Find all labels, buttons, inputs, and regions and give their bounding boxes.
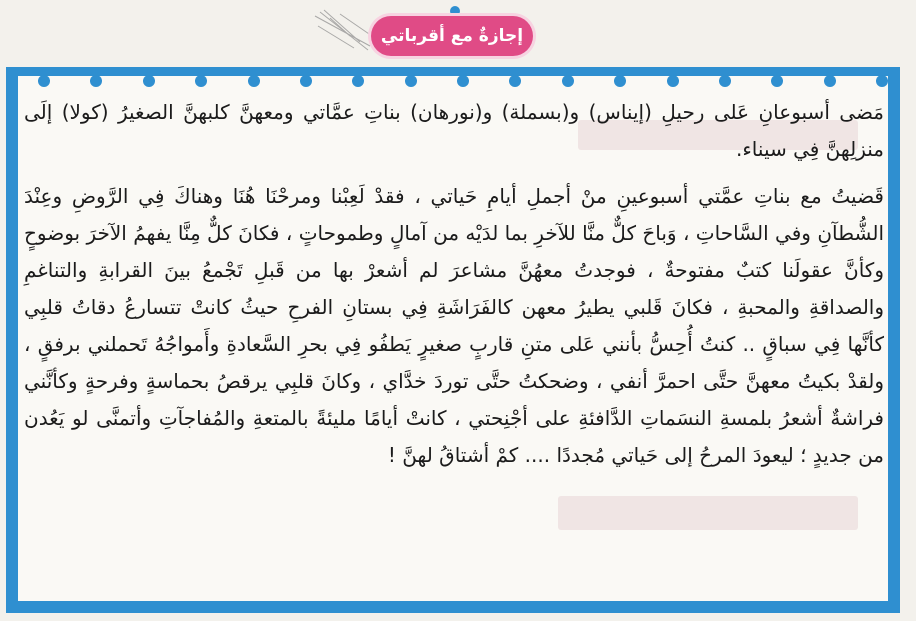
paragraph-intro: مَضى أسبوعانِ عَلى رحيلِ (إيناس) و(بسملة) و(نورهان) بناتِ عمَّاتي ومعهنَّ كلبهنَّ الصغيرُ (كولا) إلَى منزلِهنَّ فِي سيناء. xyxy=(24,100,884,161)
title-text: إجازةٌ مع أقرباتي xyxy=(380,26,524,46)
dot xyxy=(876,75,888,87)
story-body xyxy=(24,94,884,474)
title-dot xyxy=(450,6,460,16)
frame-right xyxy=(888,67,900,613)
dot xyxy=(352,75,364,87)
dot xyxy=(719,75,731,87)
frame-bottom xyxy=(6,601,898,613)
scribble-decoration xyxy=(310,6,380,54)
dot xyxy=(509,75,521,87)
dot xyxy=(405,75,417,87)
dot xyxy=(562,75,574,87)
dot xyxy=(195,75,207,87)
dot xyxy=(667,75,679,87)
dot xyxy=(614,75,626,87)
background-smudge xyxy=(558,496,858,530)
dot xyxy=(824,75,836,87)
dot xyxy=(90,75,102,87)
dot-row xyxy=(38,74,888,88)
title-badge xyxy=(371,16,533,56)
frame-left xyxy=(6,67,18,613)
dot xyxy=(771,75,783,87)
dot xyxy=(457,75,469,87)
dot xyxy=(300,75,312,87)
dot xyxy=(248,75,260,87)
dot xyxy=(143,75,155,87)
dot xyxy=(38,75,50,87)
paragraph-main: قَضيتُ مع بناتِ عمَّتي أسبوعينِ منْ أجملِ أيامِ حَياتي ، فقدْ لَعِبْنا ومرحْنَا هُنَا وهناكَ فِي الرَّوضِ وعِنْدَ الشُّطآنِ وفي السَّاحاتِ ، وَباحَ كلٌّ منَّا للآخرِ بما لدَيْه من آمالٍ وطموحاتٍ ، فكانَ كلٌّ مِنَّا يفهمُ الآخرَ بوضوحٍ وكأنَّ عقولَنا كتبٌ مفتوحةٌ ، فوجدتُ معهُنَّ مشاعرَ لم أشعرْ بها من قَبلِ تَجْمعُ بينَ القرابةِ والتناغمِ والصداقةِ والمحبةِ ، فكانَ قَلبي يطيرُ معهن كالفَرَاشَةِ فِي بستانِ الفرحِ حيثُ كانتْ تتسارعُ دقاتُ قلبِي كأنَّها فِي سباقٍ .. كنتُ أُحِسُّ بأنني عَلى متنِ قاربٍ صغيرٍ يَطفُو فِي بحرِ السَّعادةِ وأَمواجُهُ تَحملني برفقٍ ، ولقدْ بكيتُ معهنَّ حتَّى احمرَّ أنفي ، وضحكتُ حتَّى توردَ خدَّاي ، وكانَ قلبِي يرقصُ بحماسةٍ وفرحةٍ وكأنَّني فراشةٌ أشعرُ بلمسةِ النسَماتِ الدَّافئةِ على أجْنِحتي ، كانتْ أيامًا مليئةً بالمتعةِ والمُفاجآتِ وأتمنَّى لو يَعُدن من جديدٍ ؛ ليعودَ المرحُ إلى حَياتي مُجددًا .... كمْ أشتاقُ لهنَّ ! xyxy=(24,184,884,467)
